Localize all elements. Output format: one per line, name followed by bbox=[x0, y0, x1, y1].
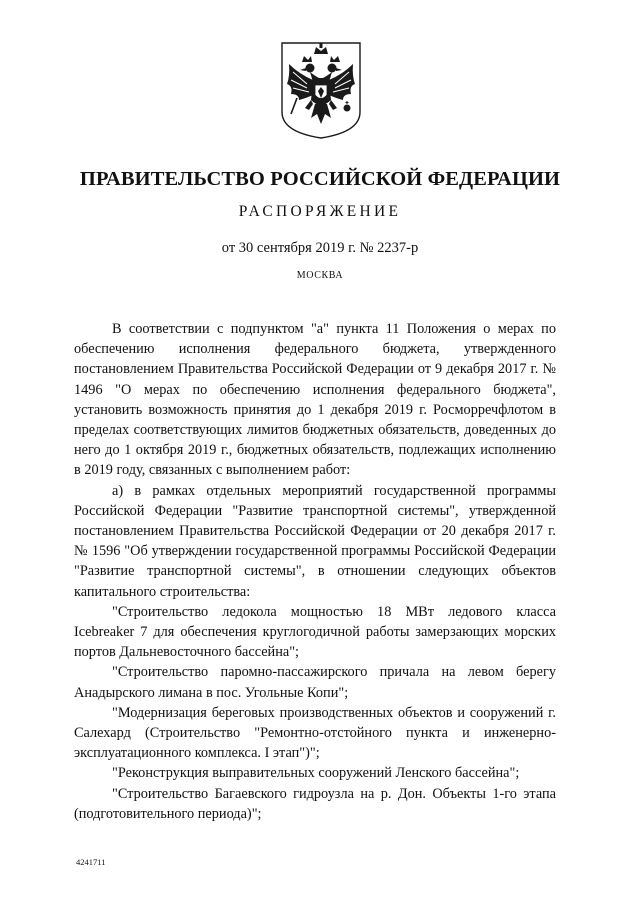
document-code: 4241711 bbox=[76, 857, 106, 867]
paragraph: "Строительство ледокола мощностью 18 МВт ледового класса Icebreaker 7 для обеспечения круглогодичной работы замерзающих морских портов Дальневосточного бассейна"; bbox=[74, 603, 556, 661]
paragraph: В соответствии с подпунктом "а" пункта 11 Положения о мерах по обеспечению исполнения федерального бюджета, утвержденного постановлением Правительства Российской Федерации от 9 декабря 2017 г. № 1496 "О мерах по обеспечению исполнения федерального бюджета", установить возможность принятия до 1 декабря 2019 г. Росморречфлотом в пределах соответствующих лимитов бюджетных обязательств, доведенных до него до 1 октября 2019 г., бюджетных обязательств, подлежащих исполнению в 2019 году, связанных с выполнением работ: bbox=[74, 321, 556, 479]
paragraph: "Строительство паромно-пассажирского причала на левом берегу Анадырского лимана в пос. Угольные Копи"; bbox=[74, 664, 556, 701]
city-name: МОСКВА bbox=[296, 270, 344, 281]
paragraph: "Модернизация береговых производственных объектов и сооружений г. Салехард (Строительство "Ремонтно-отстойного пункта и инженерно-эксплуатационного комплекса. I этап")"; bbox=[74, 704, 556, 762]
government-title: ПРАВИТЕЛЬСТВО РОССИЙСКОЙ ФЕДЕРАЦИИ bbox=[79, 168, 561, 190]
document-date-number: от 30 сентября 2019 г. № 2237-р bbox=[221, 240, 419, 256]
paragraph: "Строительство Багаевского гидроузла на р. Дон. Объекты 1-го этапа (подготовительного периода)"; bbox=[74, 785, 556, 822]
coat-of-arms-icon bbox=[277, 40, 365, 140]
document-type: РАСПОРЯЖЕНИЕ bbox=[238, 203, 402, 220]
paragraph: а) в рамках отдельных мероприятий государственной программы Российской Федерации "Развитие транспортной системы", утвержденной постановлением Правительства Российской Федерации от 20 декабря 2017 г. № 1596 "Об утверждении государственной программы Российской Федерации "Развитие транспортной системы", в отношении следующих объектов капитального строительства: bbox=[74, 482, 556, 600]
paragraph: "Реконструкция выправительных сооружений Ленского бассейна"; bbox=[112, 765, 520, 782]
document-body bbox=[74, 319, 556, 824]
